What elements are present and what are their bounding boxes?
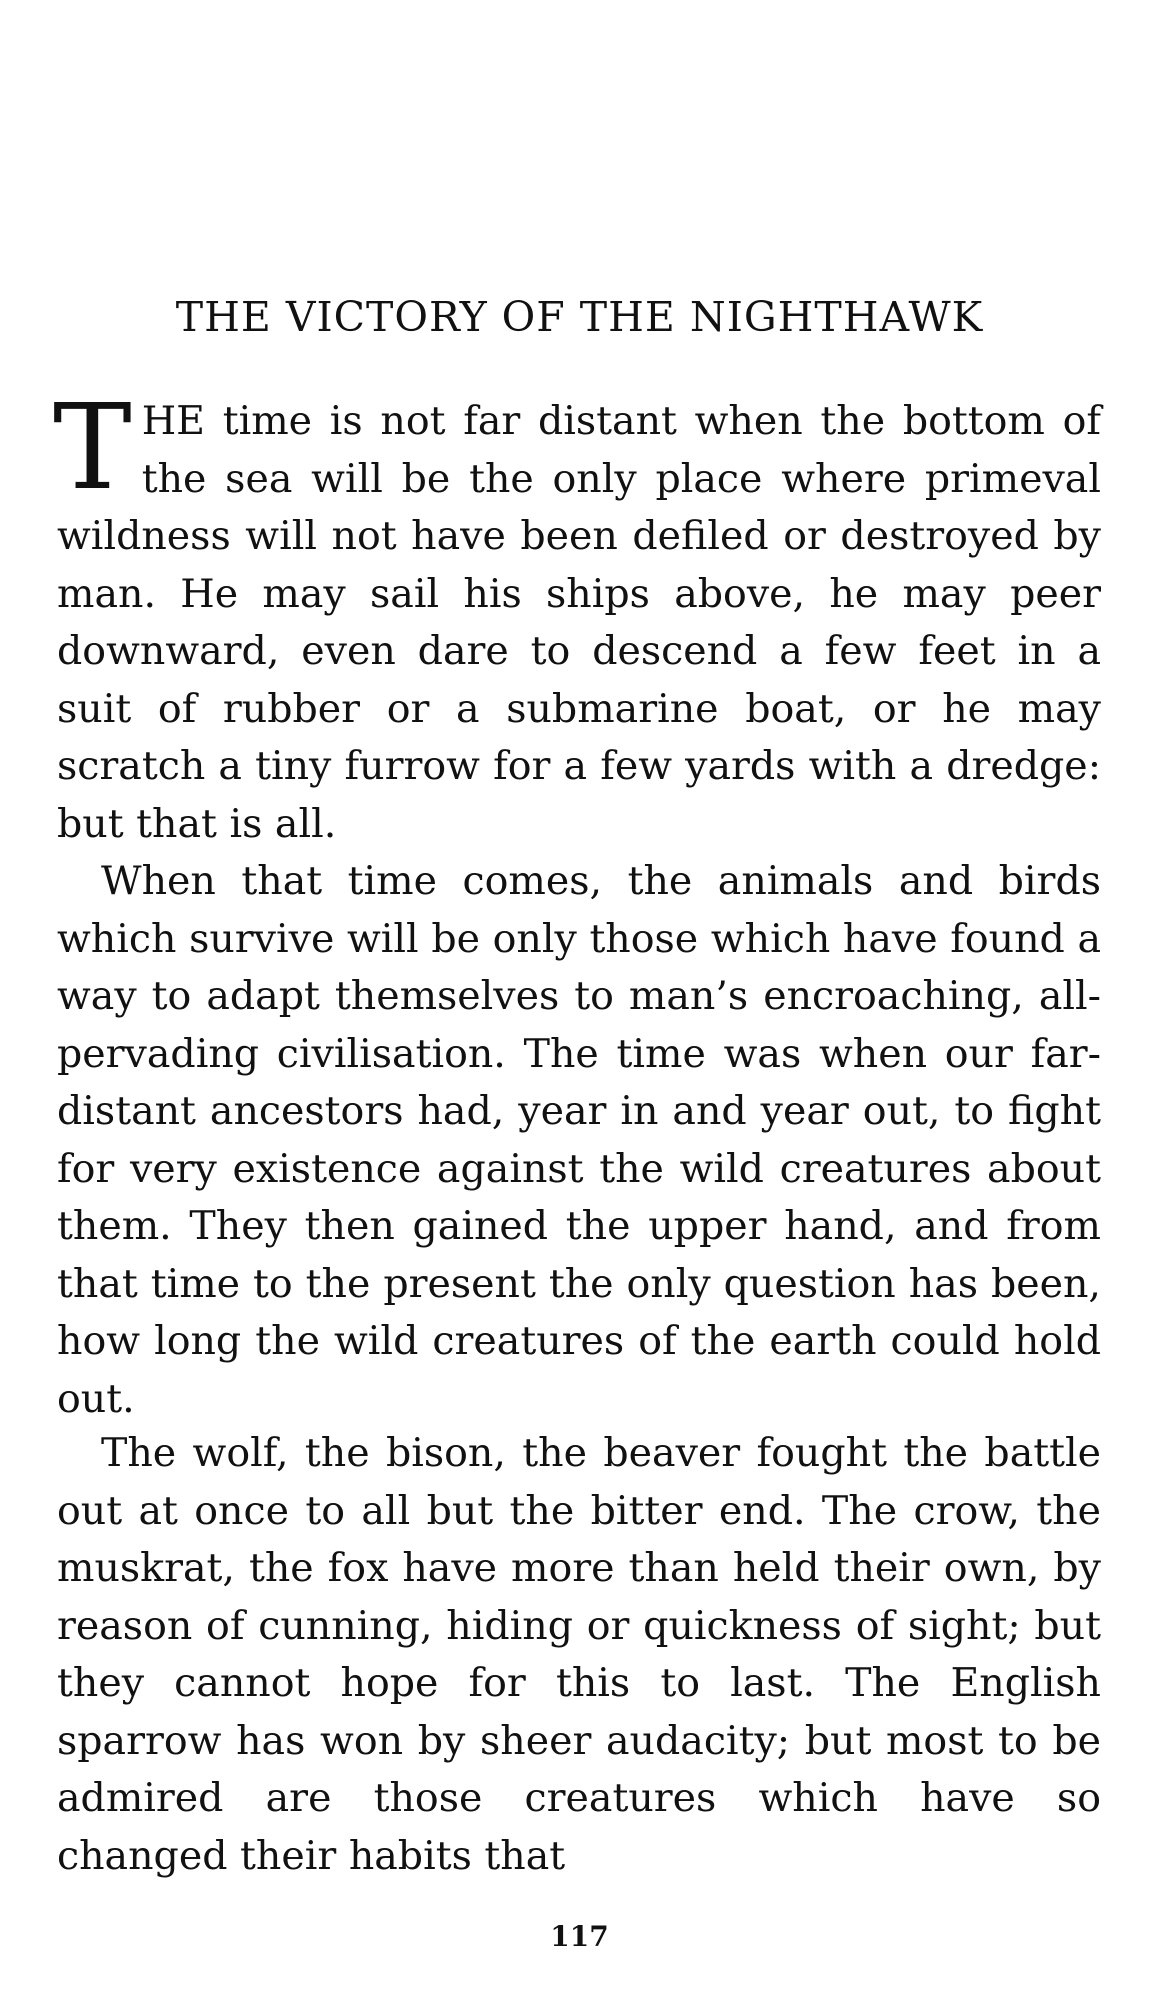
page-number: 117 [550, 1920, 609, 1953]
drop-cap-letter: T [53, 378, 132, 516]
paragraph-1 [53, 378, 1101, 853]
chapter-title: THE VICTORY OF THE NIGHTHAWK [175, 293, 984, 341]
paragraph-2 [57, 853, 1101, 1428]
paragraph-1-text: HE time is not far distant when the bottom of the sea will be the only place where primeval wildness will not have been defiled or destroyed by man. He may sail his ships above, he may peer downward, even dare to descend a few feet in a suit of rubber or a submarine boat, or he may scratch a tiny furrow for a few yards with a dredge: but that is all. [57, 398, 1101, 847]
paragraph-2-text: When that time comes, the animals and birds which survive will be only those which have found a way to adapt themselves to man’s encroaching, all-pervading civilisation. The time was when our far-distant ancestors had, year in and year out, to fight for very existence against the wild creatures about them. They then gained the upper hand, and from that time to the present the only question has been, how long the wild creatures of the earth could hold out. [57, 858, 1101, 1422]
paragraph-3-text: The wolf, the bison, the beaver fought the battle out at once to all but the bitter end. The crow, the muskrat, the fox have more than held their own, by reason of cunning, hiding or quickness of sight; but they cannot hope for this to last. The English sparrow has won by sheer audacity; but most to be admired are those creatures which have so changed their habits that [57, 1430, 1101, 1879]
paragraph-3 [57, 1425, 1101, 1885]
